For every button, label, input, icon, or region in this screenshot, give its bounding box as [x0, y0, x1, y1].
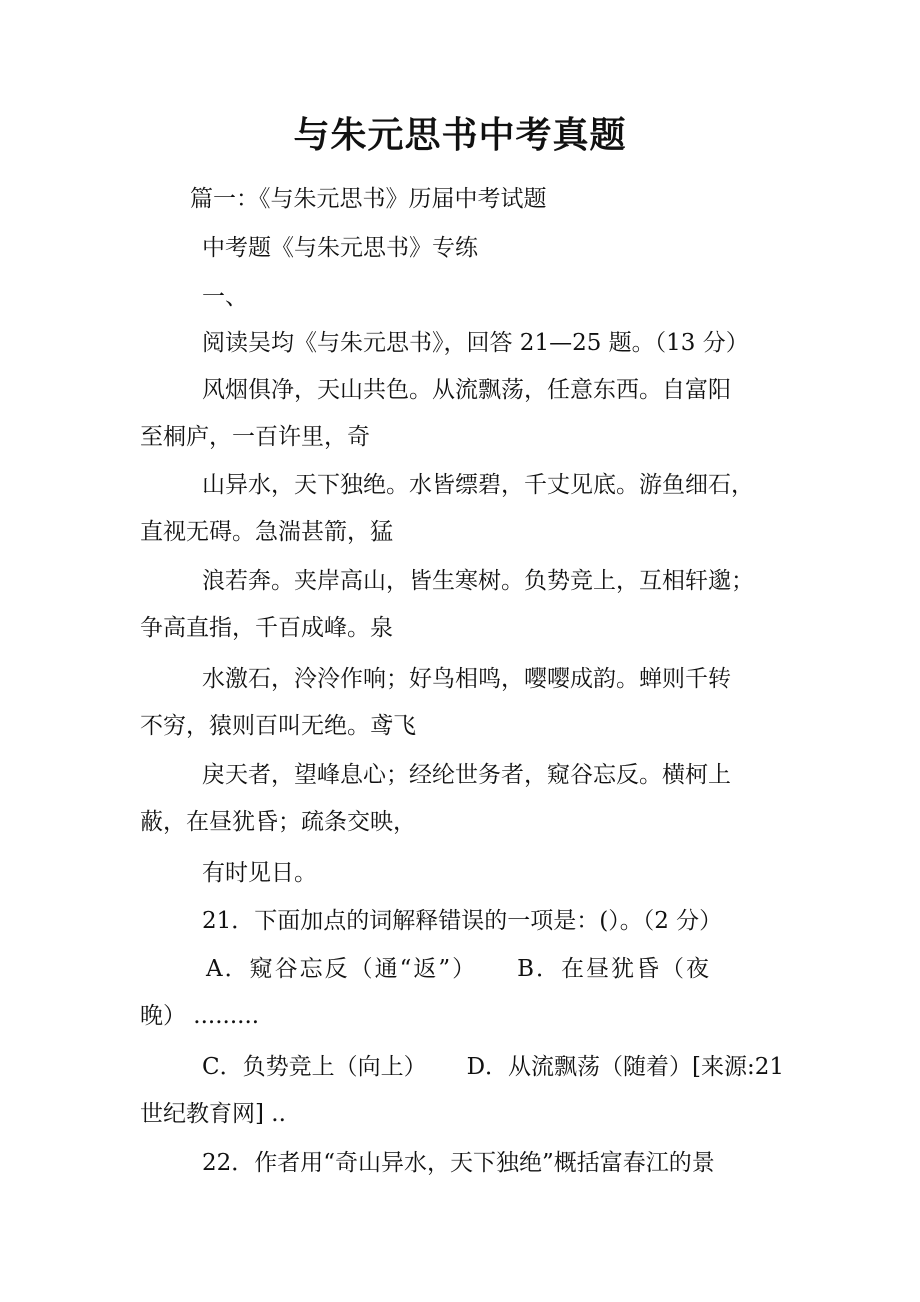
text-line: 21．下面加点的词解释错误的一项是：(）。（2 分） — [202, 908, 723, 934]
passage-paragraph — [140, 558, 790, 652]
text-line: 不穷，猿则百叫无绝。鸢飞 — [140, 713, 416, 739]
passage-paragraph-end — [140, 850, 790, 897]
text-line: 晚） ......... — [140, 1003, 260, 1029]
text-line: 蔽，在昼犹昏；疏条交映， — [140, 809, 416, 835]
text-line: 阅读吴均《与朱元思书》，回答 21—25 题。（13 分） — [202, 330, 749, 356]
text-line: 戾天者，望峰息心；经纶世务者，窥谷忘反。横柯上 — [202, 762, 731, 788]
section-number — [140, 274, 790, 321]
text-line — [140, 1044, 790, 1091]
passage-paragraph — [140, 656, 790, 750]
text-line: 世纪教育网] .. — [140, 1101, 286, 1127]
text-line: 篇一：《与朱元思书》历届中考试题 — [190, 186, 547, 212]
option-a: A．窥谷忘反（通“返”） — [206, 956, 478, 982]
text-line: 争高直指，千百成峰。泉 — [140, 615, 393, 641]
question-21 — [140, 898, 790, 945]
passage-paragraph — [140, 367, 790, 461]
text-line: 一、 — [202, 284, 248, 310]
text-line: 风烟俱净，天山共色。从流飘荡，任意东西。自富阳 — [202, 377, 731, 403]
option-c: C．负势竞上（向上） — [202, 1054, 427, 1080]
text-line: 浪若奔。夹岸高山，皆生寒树。负势竞上，互相轩邈； — [202, 568, 754, 594]
option-b: B．在昼犹昏（夜 — [517, 956, 712, 982]
question-22 — [140, 1140, 790, 1187]
text-line — [140, 946, 790, 993]
text-line: 中考题《与朱元思书》专练 — [202, 235, 478, 261]
document-title: 与朱元思书中考真题 — [293, 115, 627, 156]
text-line: 有时见日。 — [202, 860, 317, 886]
text-line: 22．作者用“奇山异水，天下独绝”概括富春江的景 — [202, 1150, 715, 1176]
option-d: D．从流飘荡（随着）[来源:21 — [466, 1054, 785, 1080]
reading-instruction — [140, 320, 790, 367]
text-line: 山异水，天下独绝。水皆缥碧，千丈见底。游鱼细石， — [202, 472, 754, 498]
text-line: 至桐庐，一百许里，奇 — [140, 424, 370, 450]
passage-paragraph — [140, 462, 790, 556]
passage-paragraph — [140, 752, 790, 846]
section-heading — [140, 176, 790, 223]
text-line: 水激石，泠泠作响；好鸟相鸣，嘤嘤成韵。蝉则千转 — [202, 666, 731, 692]
subheading — [140, 225, 790, 272]
question-21-options-ab — [140, 946, 790, 1040]
question-21-options-cd — [140, 1044, 790, 1138]
text-line: 直视无碍。急湍甚箭，猛 — [140, 519, 393, 545]
